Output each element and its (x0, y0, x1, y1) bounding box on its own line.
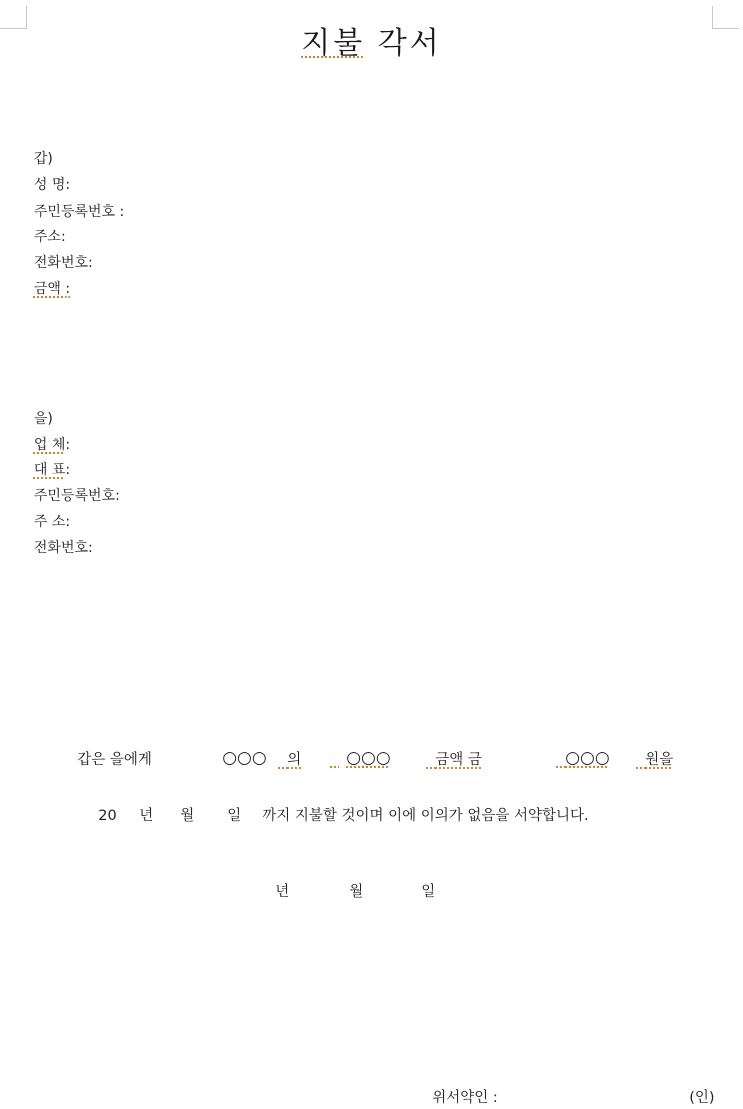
party-a-phone-line: 전화번호: (33, 255, 93, 271)
party-b-rep-label: 대 표 (33, 462, 66, 478)
party-b-address-line: 주 소: (33, 514, 71, 530)
party-a-name-line: 성 명: (33, 177, 71, 193)
party-b-address-label: 주 소 (33, 514, 66, 530)
agreement-amount-word: 금액 금 (435, 752, 482, 768)
date-day-unit: 일 (421, 884, 436, 900)
party-a-header: 갑) (33, 151, 53, 167)
party-a-id-label: 주민등록번호 (33, 204, 120, 220)
party-a-id-line: 주민등록번호 : (33, 204, 125, 220)
party-b-rep-line: 대 표: (33, 462, 71, 478)
party-b-header: 을) (33, 411, 53, 427)
party-a-amount-line (25, 259, 70, 299)
agreement-start-text: 갑은 을에게 (77, 752, 152, 768)
party-b-company-line: 업 체: (33, 437, 71, 453)
agreement-won-word: 원을 (645, 752, 674, 768)
party-b-id-line: 주민등록번호: (33, 488, 120, 504)
agreement-circles-3: ○○○ (565, 748, 610, 768)
date-month-unit: 월 (349, 884, 364, 900)
party-b-company-label: 업 체 (33, 437, 66, 453)
agreement-circles-2-underline (330, 725, 426, 770)
agreement-circles-2: ○○○ (346, 748, 391, 768)
title-word-1: 지불 (301, 26, 366, 61)
agreement-circles-3-underline (556, 725, 636, 770)
signature-seal: (인) (689, 1090, 715, 1106)
party-b-phone-line: 전화번호: (33, 540, 93, 556)
party-a-name-label: 성 명 (33, 177, 66, 193)
agreement-of-word: 의 (287, 752, 302, 768)
party-a-address-line: 주소: (33, 229, 66, 245)
agreement-day-unit: 일 (227, 808, 242, 824)
agreement-pledge-text: 까지 지불할 것이며 이에 이의가 없음을 서약합니다. (262, 808, 589, 824)
agreement-year-prefix: 20 (98, 808, 117, 824)
party-a-amount-label: 금액 : (33, 281, 71, 297)
party-a-address-label: 주소 (33, 229, 61, 245)
party-b-id-label: 주민등록번호 (33, 488, 116, 504)
date-year-unit: 년 (275, 884, 290, 900)
agreement-year-unit: 년 (139, 808, 154, 824)
party-a-phone-label: 전화번호 (33, 255, 89, 271)
agreement-month-unit: 월 (180, 808, 195, 824)
party-b-phone-label: 전화번호 (33, 540, 89, 556)
agreement-circles-1: ○○○ (222, 748, 267, 768)
document-title (0, 24, 743, 64)
title-word-2: 각서 (377, 26, 442, 61)
agreement-line-1 (68, 727, 152, 771)
signature-label: 위서약인 : (432, 1090, 498, 1106)
